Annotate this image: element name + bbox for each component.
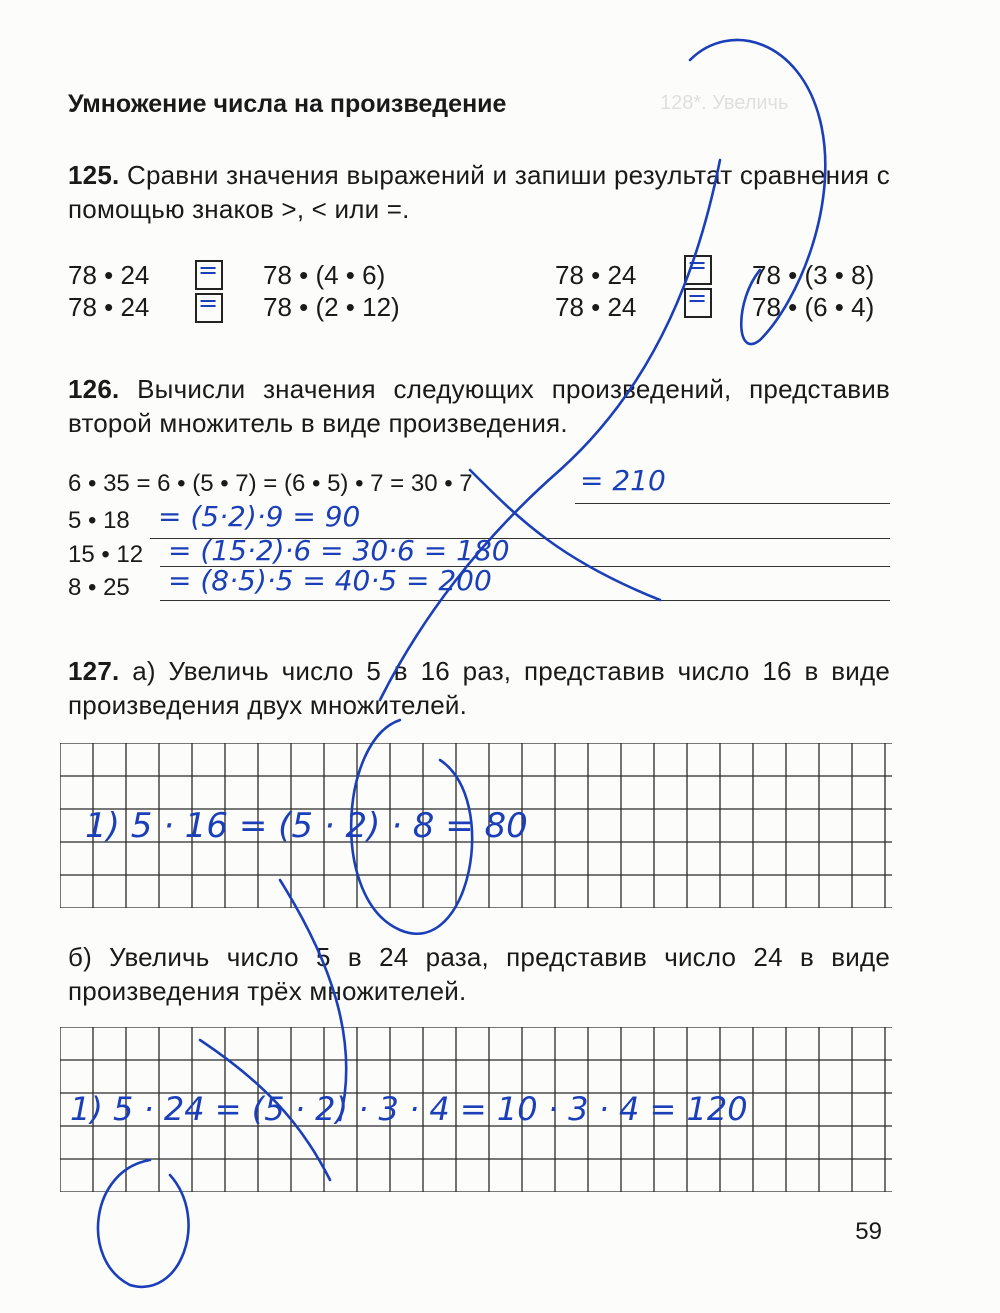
cmp-4-sign: =: [687, 284, 708, 312]
section-title: Умножение числа на произведение: [68, 90, 507, 118]
calc-row-4-line: [160, 600, 890, 601]
task-127b-prompt: б) Увеличь число 5 в 24 раза, представив число 24 в виде произведения трёх множителей.: [68, 942, 890, 1006]
task-125-number: 125.: [68, 160, 120, 190]
task-127b-text: [68, 940, 890, 1008]
calc-row-2-answer[interactable]: = (5·2)·9 = 90: [158, 500, 361, 533]
task-127a-prompt: а) Увеличь число 5 в 16 раз, представив число 16 в виде произведения двух множителей.: [68, 656, 890, 720]
calc-row-1-line: [575, 503, 890, 504]
show-through-text: 128*. Увеличь: [660, 92, 789, 114]
calc-row-2-label: 5 • 18: [68, 507, 130, 534]
task-126-number: 126.: [68, 374, 120, 404]
cmp-4-left: 78 • 24: [555, 292, 637, 322]
cmp-2-right: 78 • (2 • 12): [263, 292, 400, 322]
calc-row-4-answer[interactable]: = (8·5)·5 = 40·5 = 200: [168, 564, 492, 597]
cmp-1-left: 78 • 24: [68, 260, 150, 290]
task-126-text: [68, 372, 890, 440]
calc-row-4-label: 8 • 25: [68, 574, 130, 601]
cmp-2-left: 78 • 24: [68, 292, 150, 322]
cmp-2-sign: =: [198, 289, 219, 317]
calc-row-1-answer: = 210: [580, 464, 666, 497]
task-125-text: [68, 158, 890, 226]
task-127-number: 127.: [68, 656, 120, 686]
calc-row-3-label: 15 • 12: [68, 541, 144, 568]
cmp-3-right: 78 • (3 • 8): [752, 260, 875, 290]
cmp-3-left: 78 • 24: [555, 260, 637, 290]
answer-127a: 1) 5 · 16 = (5 · 2) · 8 = 80: [85, 806, 528, 846]
cmp-3-sign: =: [687, 251, 708, 279]
calc-row-3-answer[interactable]: = (15·2)·6 = 30·6 = 180: [168, 534, 510, 567]
task-126-prompt: Вычисли значения следующих произведений, представив второй множитель в виде произведения.: [68, 374, 890, 438]
answer-127b: 1) 5 · 24 = (5 · 2) · 3 · 4 = 10 · 3 · 4 = 120: [70, 1090, 748, 1128]
cmp-4-right: 78 • (6 • 4): [752, 292, 875, 322]
task-127a-text: [68, 654, 890, 722]
task-125-prompt: Сравни значения выражений и запиши результат сравнения с помощью знаков >, < или =.: [68, 160, 890, 224]
page-number: 59: [855, 1218, 882, 1245]
cmp-1-right: 78 • (4 • 6): [263, 260, 386, 290]
calc-row-1-label: 6 • 35 = 6 • (5 • 7) = (6 • 5) • 7 = 30 • 7: [68, 470, 473, 497]
cmp-1-sign: =: [198, 256, 219, 284]
